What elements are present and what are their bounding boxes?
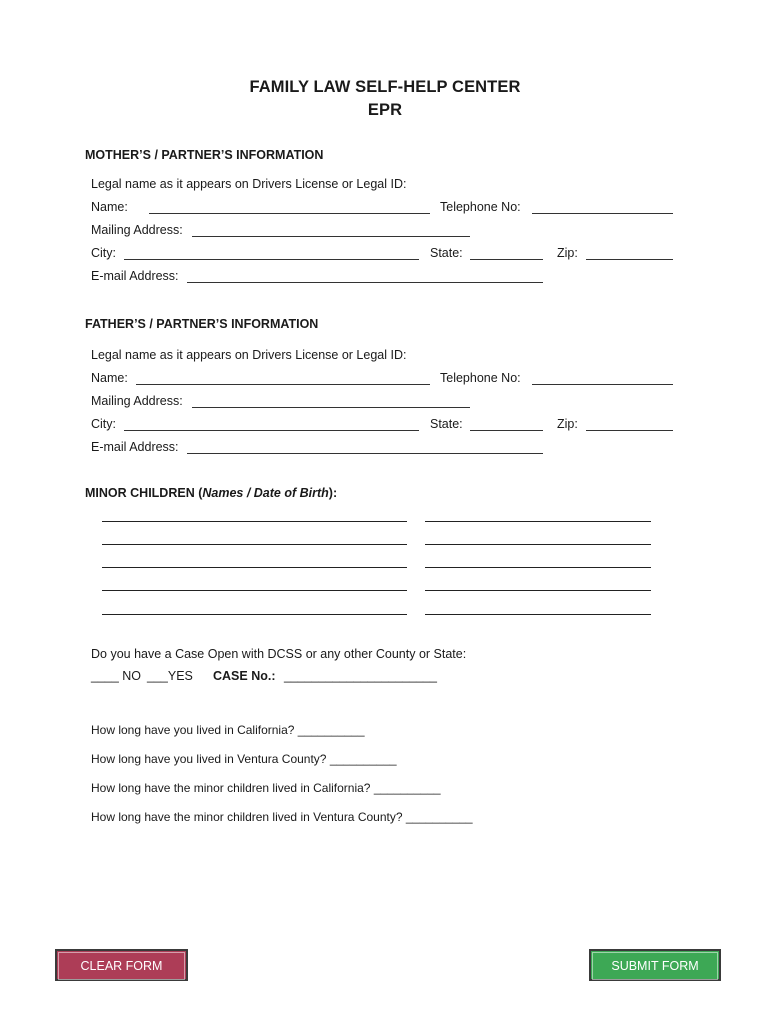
mother-name-label: Name: [91, 200, 128, 214]
child-dob-field[interactable] [425, 567, 651, 568]
mother-state-label: State: [430, 246, 463, 260]
mother-phone-label: Telephone No: [440, 200, 521, 214]
father-phone-label: Telephone No: [440, 371, 521, 385]
child-dob-field[interactable] [425, 544, 651, 545]
submit-form-button[interactable]: SUBMIT FORM [589, 949, 721, 981]
child-name-field[interactable] [102, 590, 407, 591]
father-address-label: Mailing Address: [91, 394, 183, 408]
child-dob-field[interactable] [425, 521, 651, 522]
child-name-field[interactable] [102, 567, 407, 568]
children-residency-california[interactable]: How long have the minor children lived in California? __________ [91, 781, 441, 795]
residency-california[interactable]: How long have you lived in California? __________ [91, 723, 365, 737]
residency-ventura[interactable]: How long have you lived in Ventura County? __________ [91, 752, 397, 766]
mother-zip-label: Zip: [557, 246, 578, 260]
clear-form-button[interactable]: CLEAR FORM [55, 949, 188, 981]
father-legal-note: Legal name as it appears on Drivers License or Legal ID: [91, 348, 407, 362]
father-zip-field[interactable] [586, 430, 673, 431]
mother-email-field[interactable] [187, 282, 543, 283]
father-phone-field[interactable] [532, 384, 673, 385]
mother-name-field[interactable] [149, 213, 430, 214]
form-title: FAMILY LAW SELF-HELP CENTER [249, 78, 521, 96]
mother-email-label: E-mail Address: [91, 269, 179, 283]
case-yes-option[interactable]: ___YES [147, 669, 193, 683]
father-state-field[interactable] [470, 430, 543, 431]
father-city-label: City: [91, 417, 116, 431]
father-section-heading: FATHER’S / PARTNER’S INFORMATION [85, 317, 319, 331]
father-state-label: State: [430, 417, 463, 431]
case-number-field[interactable]: ______________________ [284, 669, 437, 683]
case-question: Do you have a Case Open with DCSS or any other County or State: [91, 647, 467, 661]
father-email-label: E-mail Address: [91, 440, 179, 454]
mother-city-label: City: [91, 246, 116, 260]
mother-state-field[interactable] [470, 259, 543, 260]
mother-phone-field[interactable] [532, 213, 673, 214]
child-name-field[interactable] [102, 614, 407, 615]
father-email-field[interactable] [187, 453, 543, 454]
father-zip-label: Zip: [557, 417, 578, 431]
case-number-label: CASE No.: [213, 669, 276, 683]
mother-section-heading: MOTHER’S / PARTNER’S INFORMATION [85, 148, 324, 162]
form-subtitle: EPR [367, 101, 403, 119]
father-address-field[interactable] [192, 407, 470, 408]
children-section-heading: MINOR CHILDREN (Names / Date of Birth): [85, 486, 338, 500]
father-name-label: Name: [91, 371, 128, 385]
children-residency-ventura[interactable]: How long have the minor children lived in Ventura County? __________ [91, 810, 473, 824]
child-name-field[interactable] [102, 544, 407, 545]
mother-legal-note: Legal name as it appears on Drivers License or Legal ID: [91, 177, 407, 191]
mother-address-field[interactable] [192, 236, 470, 237]
child-name-field[interactable] [102, 521, 407, 522]
mother-address-label: Mailing Address: [91, 223, 183, 237]
mother-zip-field[interactable] [586, 259, 673, 260]
father-name-field[interactable] [136, 384, 430, 385]
father-city-field[interactable] [124, 430, 419, 431]
child-dob-field[interactable] [425, 614, 651, 615]
child-dob-field[interactable] [425, 590, 651, 591]
mother-city-field[interactable] [124, 259, 419, 260]
case-no-option[interactable]: ____ NO [91, 669, 142, 683]
